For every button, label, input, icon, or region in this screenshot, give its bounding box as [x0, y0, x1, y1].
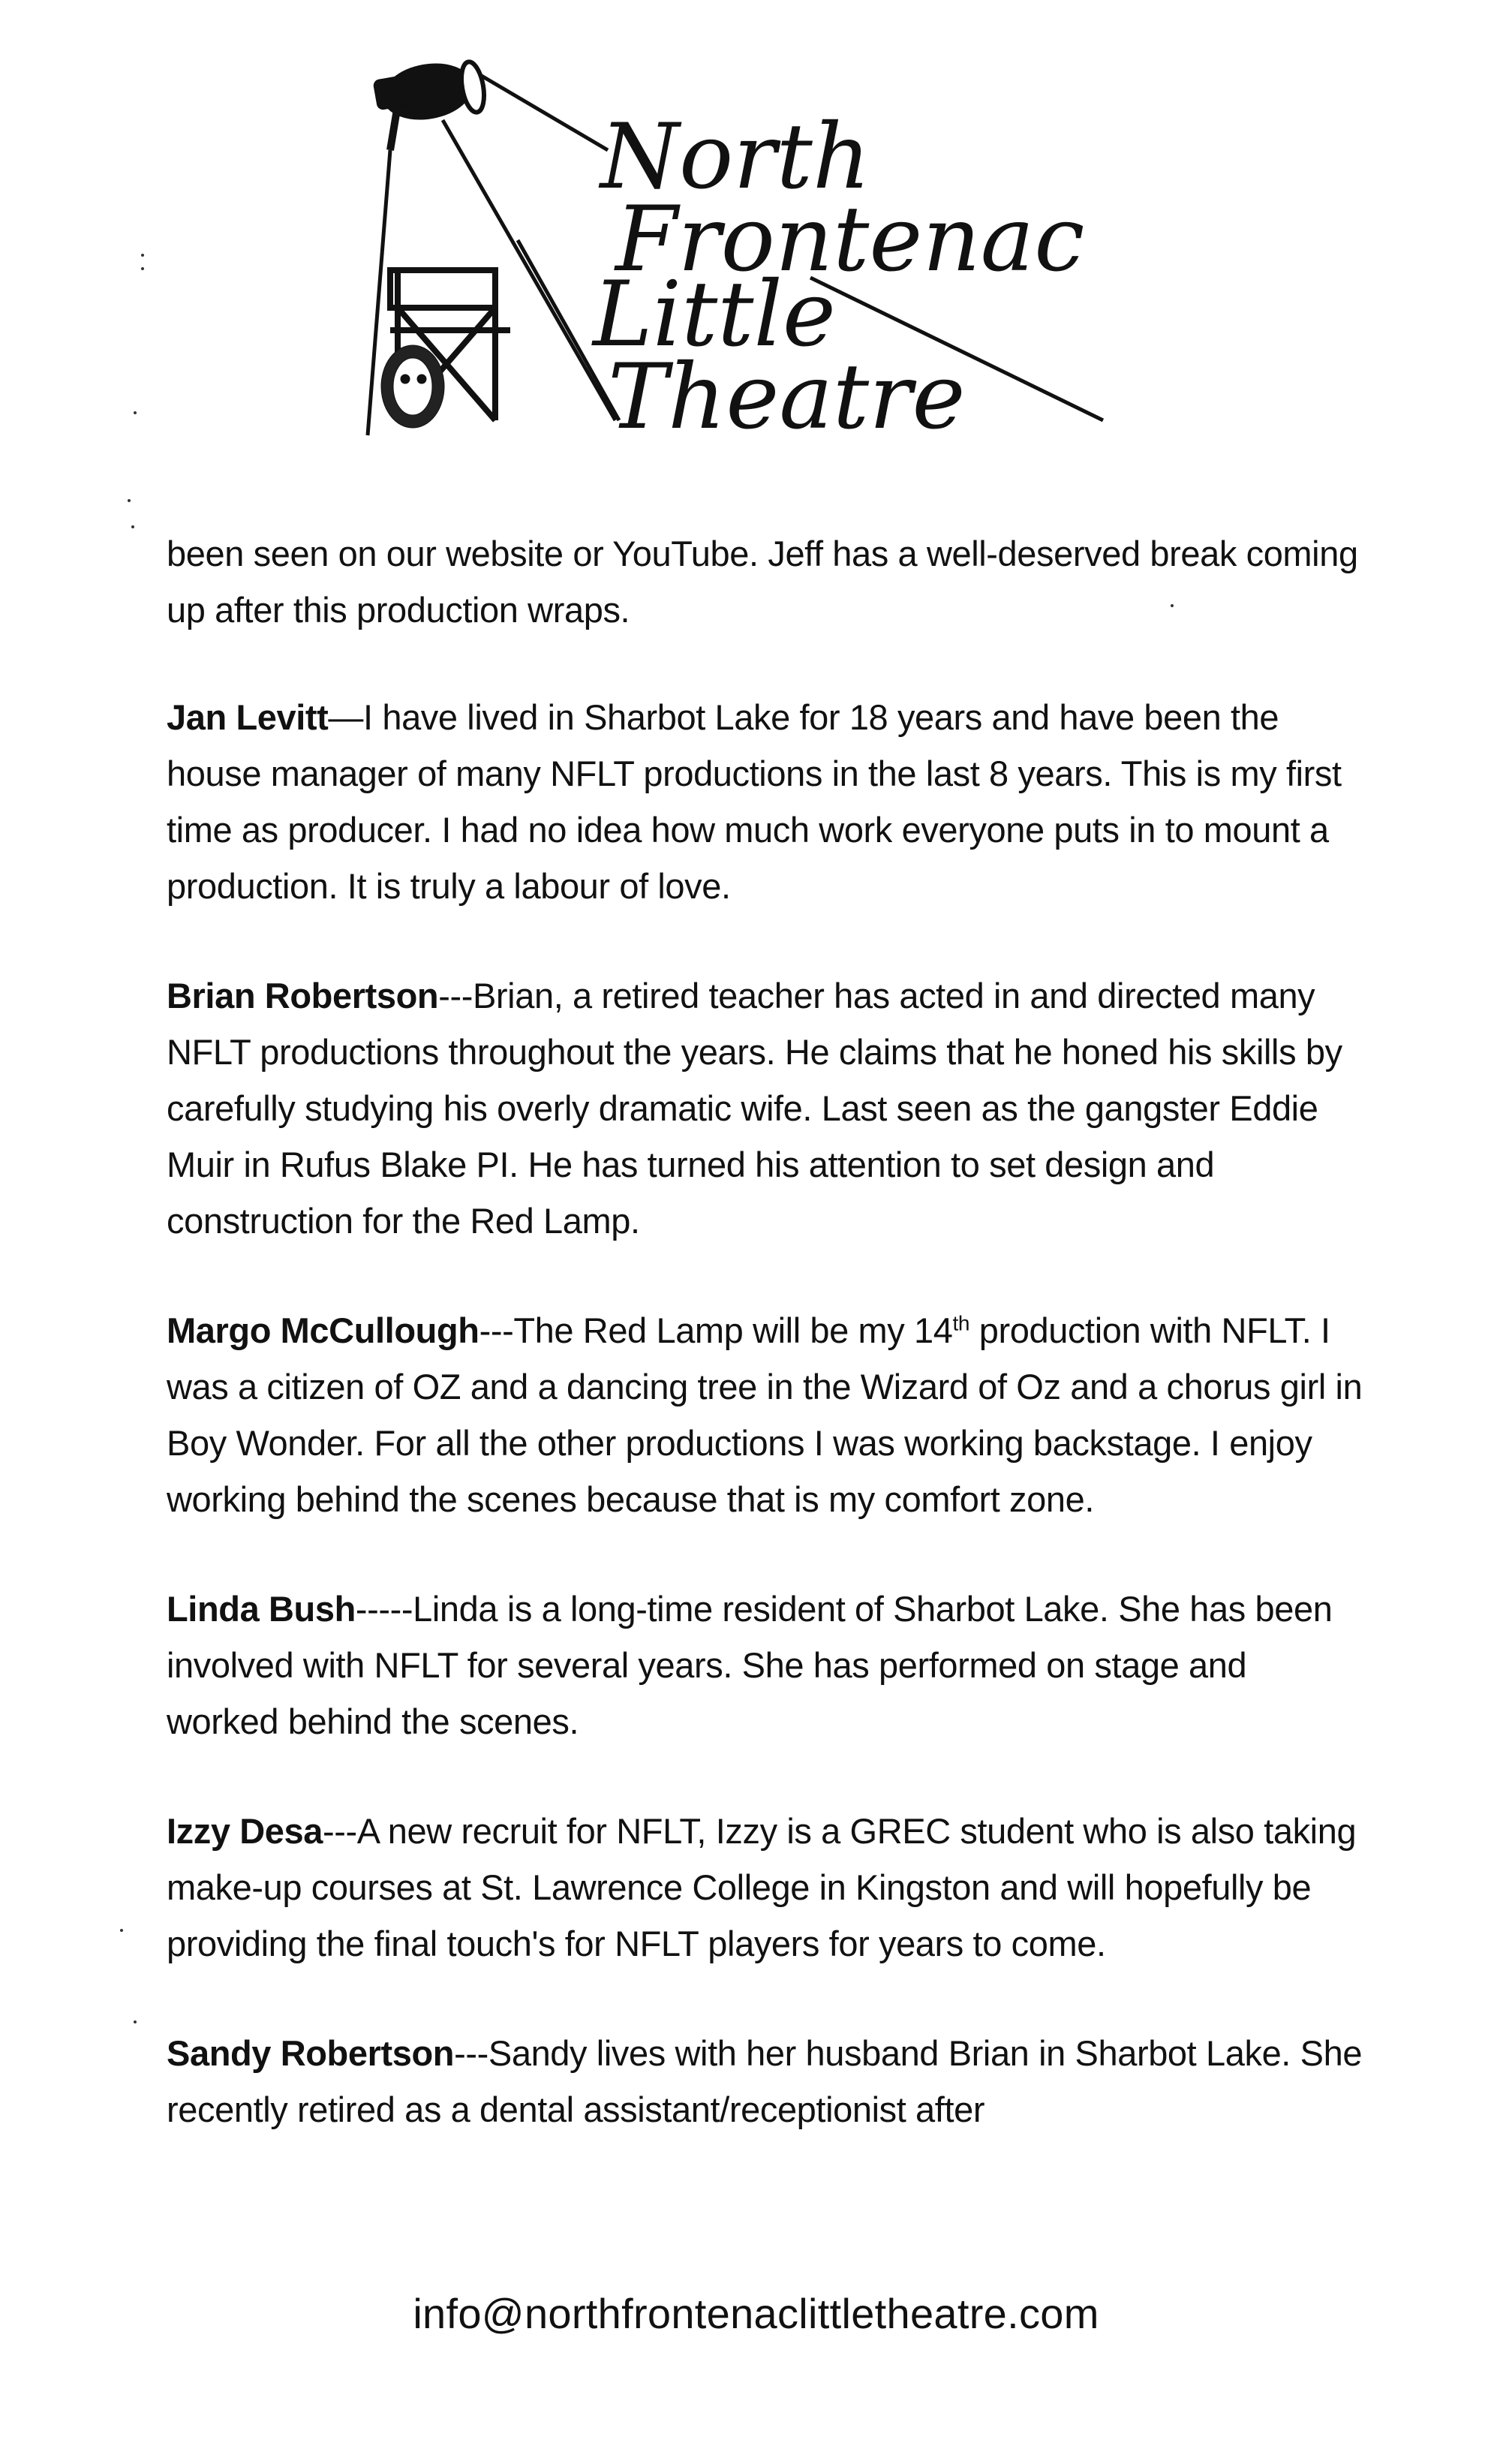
- bio-separator: -----: [355, 1589, 413, 1629]
- bio-margo-mccullough: [167, 1302, 1367, 1527]
- drama-masks-icon: [381, 345, 444, 428]
- bio-text: A new recruit for NFLT, Izzy is a GREC student who is also taking make-up courses at St. Lawrence College in Kingston and will hopefully be providing the final touch's for NFLT players for years to come.: [167, 1811, 1357, 1963]
- bio-brian-robertson: [167, 967, 1367, 1249]
- bio-text: Brian, a retired teacher has acted in and directed many NFLT productions throughout the years. He claims that he honed his skills by carefully studying his overly dramatic wife. Last seen as the gangster Eddie Muir in Rufus Blake PI. He has turned his attention to set design and construction for the Red Lamp.: [167, 976, 1342, 1241]
- bio-sandy-robertson: [167, 2025, 1367, 2138]
- scan-speck: [120, 1929, 123, 1932]
- bio-text-start: The Red Lamp will be my 14: [513, 1310, 953, 1350]
- bios-section: [167, 525, 1367, 2191]
- scan-speck: [134, 411, 137, 414]
- scan-speck: [128, 499, 131, 502]
- bio-izzy-desa: [167, 1803, 1367, 1972]
- scan-speck: [134, 2020, 137, 2023]
- bio-name: Sandy Robertson: [167, 2033, 455, 2073]
- bio-separator: ---: [438, 976, 473, 1015]
- bio-text: production with NFLT. I was a citizen of OZ and a dancing tree in the Wizard of Oz and a chorus girl in Boy Wonder. For all the other productions I was working backstage. I enjoy working behind the scenes because that is my comfort zone.: [167, 1310, 1363, 1519]
- bio-separator: —: [328, 697, 364, 737]
- bio-name: Izzy Desa: [167, 1811, 323, 1851]
- bio-jan-levitt: [167, 689, 1367, 914]
- ordinal-suffix: th: [952, 1311, 970, 1335]
- scan-speck: [131, 525, 134, 528]
- spotlight-icon: [373, 57, 488, 150]
- logo-word-frontenac: Frontenac: [615, 188, 1085, 292]
- bio-name: Jan Levitt: [167, 697, 329, 737]
- bio-text: Sandy lives with her husband Brian in Sharbot Lake. She recently retired as a dental assistant/receptionist after: [167, 2033, 1363, 2129]
- scan-speck: [141, 254, 144, 257]
- bio-separator: ---: [323, 1811, 357, 1851]
- bio-name: Brian Robertson: [167, 976, 439, 1015]
- bio-linda-bush: [167, 1581, 1367, 1750]
- logo-word-little: Little: [593, 263, 836, 367]
- logo-word-north: North: [600, 105, 871, 209]
- bio-separator: ---: [479, 1310, 514, 1350]
- intro-paragraph: been seen on our website or YouTube. Jeff has a well-deserved break coming up after this production wraps.: [167, 534, 1358, 630]
- contact-email[interactable]: info@northfrontenaclittletheatre.com: [413, 2290, 1099, 2337]
- scan-speck: [141, 267, 144, 270]
- bio-name: Margo McCullough: [167, 1310, 479, 1350]
- theatre-logo-art: [323, 45, 1118, 450]
- theatre-logo: [323, 45, 1118, 450]
- bio-separator: ---: [454, 2033, 488, 2073]
- bio-name: Linda Bush: [167, 1589, 356, 1629]
- bio-text: Linda is a long-time resident of Sharbot Lake. She has been involved with NFLT for several years. She has performed on stage and worked behind the scenes.: [167, 1589, 1333, 1741]
- bio-text: I have lived in Sharbot Lake for 18 years and have been the house manager of many NFLT productions in the last 8 years. This is my first time as producer. I had no idea how much work everyone puts in to mount a production. It is truly a labour of love.: [167, 697, 1342, 906]
- logo-word-theatre: Theatre: [608, 345, 966, 450]
